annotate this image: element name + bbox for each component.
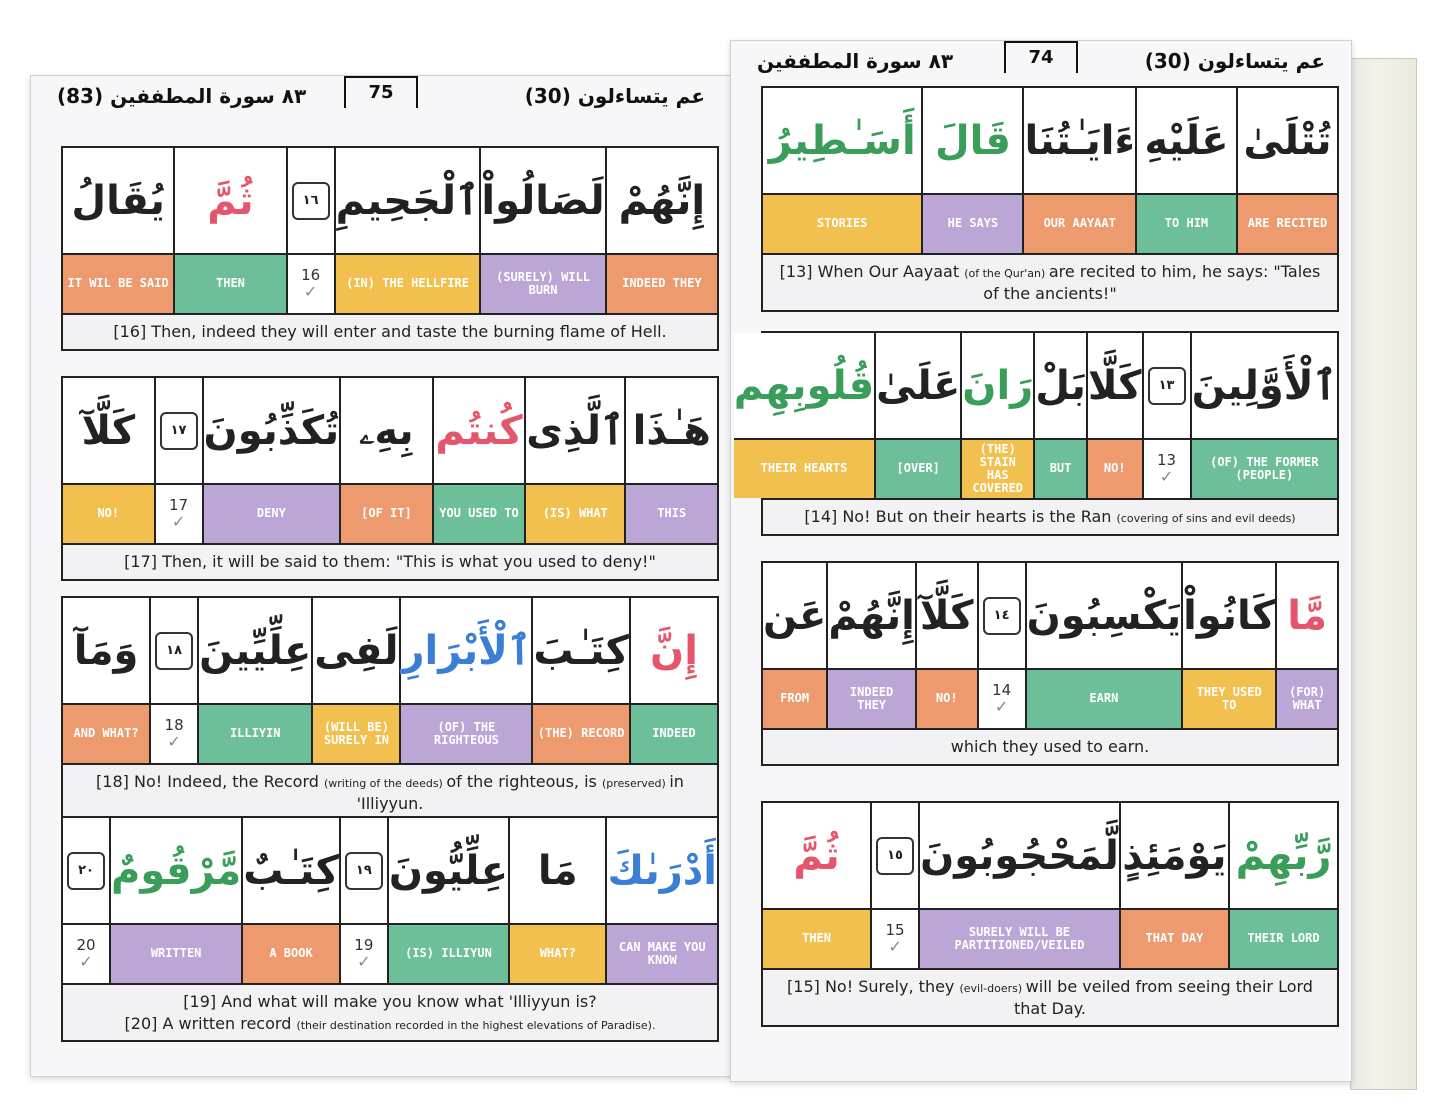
english-gloss: INDEED THEY <box>828 668 915 728</box>
arabic-word: كَلَّا <box>1088 333 1142 438</box>
word-cell <box>763 88 921 253</box>
verse-block <box>761 86 1339 312</box>
word-row <box>761 86 1339 255</box>
english-gloss: (FOR) WHAT <box>1277 668 1337 728</box>
translation-note: (preserved) <box>601 777 670 790</box>
arabic-word: ءَايَـٰتُنَا <box>1024 88 1135 193</box>
word-cell <box>605 818 717 983</box>
verse-number: 14 <box>992 680 1012 699</box>
word-row <box>61 376 719 545</box>
translation-note: (writing of the deeds) <box>323 777 447 790</box>
verse-block <box>761 561 1339 766</box>
english-gloss: ILLIYIN <box>199 703 311 763</box>
verse-number: 15 <box>885 920 905 939</box>
english-gloss: INDEED <box>631 703 717 763</box>
arabic-word: يُقَالُ <box>63 148 173 253</box>
check-icon: ✓ <box>171 512 186 532</box>
word-cell <box>387 818 508 983</box>
english-gloss: (OF) THE FORMER (PEOPLE) <box>1192 438 1337 498</box>
english-gloss: (IS) WHAT <box>526 483 624 543</box>
translation-line: [19] And what will make you know what 'Illiyyun is? <box>183 992 597 1011</box>
arabic-word: تُتْلَىٰ <box>1238 88 1337 193</box>
english-gloss: BUT <box>1035 438 1086 498</box>
translation-line: [15] No! Surely, they <box>787 977 960 996</box>
verse-number-label <box>872 908 918 968</box>
verse-block <box>733 331 1339 536</box>
english-gloss: AND WHAT? <box>63 703 149 763</box>
word-row <box>61 596 719 765</box>
word-cell <box>1228 803 1337 968</box>
translation-line: in 'Illiyyun. <box>356 772 684 813</box>
english-gloss: FROM <box>763 668 826 728</box>
verse-number-label <box>979 668 1025 728</box>
check-icon: ✓ <box>303 282 318 302</box>
arabic-word: مَّا <box>1277 563 1337 668</box>
english-gloss: THEN <box>175 253 285 313</box>
word-cell <box>1190 333 1337 498</box>
right-page <box>730 40 1352 1082</box>
word-cell <box>339 378 432 543</box>
translation-line: [18] No! Indeed, the Record <box>96 772 324 791</box>
english-gloss: THIS <box>626 483 717 543</box>
verse-block <box>61 816 719 1042</box>
verse-marker <box>63 818 109 923</box>
verse-number-cell <box>154 378 202 543</box>
translation-text <box>61 545 719 581</box>
arabic-word: يَكْسِبُونَ <box>1027 563 1182 668</box>
translation-line: [17] Then, it will be said to them: "This is what you used to deny!" <box>124 552 656 571</box>
arabic-word: هَـٰذَا <box>626 378 717 483</box>
word-cell <box>1135 88 1236 253</box>
word-cell <box>197 598 311 763</box>
page-number: 74 <box>1004 41 1078 73</box>
word-cell <box>479 148 604 313</box>
translation-text <box>761 970 1339 1027</box>
page-edges <box>1350 58 1417 1090</box>
verse-number-label <box>63 923 109 983</box>
verse-number-label <box>288 253 334 313</box>
translation-note: (covering of sins and evil deeds) <box>1116 512 1296 525</box>
verse-number: 13 <box>1157 450 1177 469</box>
check-icon: ✓ <box>1159 467 1174 487</box>
english-gloss: A BOOK <box>243 923 339 983</box>
verse-marker <box>151 598 197 703</box>
word-cell <box>1181 563 1275 728</box>
english-gloss: (OF) THE RIGHTEOUS <box>401 703 531 763</box>
verse-number-star: ١٧ <box>160 412 198 450</box>
english-gloss: (SURELY) WILL BURN <box>481 253 604 313</box>
arabic-word: كِتَـٰبٌ <box>243 818 339 923</box>
word-cell <box>63 148 173 313</box>
arabic-word: أَدْرَىٰكَ <box>607 818 717 923</box>
check-icon: ✓ <box>167 732 181 752</box>
english-gloss: (THE) STAIN HAS COVERED <box>962 438 1033 498</box>
word-cell <box>1025 563 1182 728</box>
word-row <box>61 146 719 315</box>
arabic-word: مَا <box>510 818 605 923</box>
arabic-word: ٱلْأَوَّلِينَ <box>1192 333 1337 438</box>
verse-number-star: ٢٠ <box>67 852 105 890</box>
translation-note: (evil-doers) <box>959 982 1026 995</box>
word-cell <box>1119 803 1228 968</box>
verse-number-cell <box>339 818 387 983</box>
left-page <box>30 75 732 1077</box>
arabic-word: لَفِى <box>313 598 399 703</box>
verse-number: 19 <box>354 935 374 954</box>
english-gloss: THEIR LORD <box>1230 908 1337 968</box>
arabic-word: قَالَ <box>923 88 1022 193</box>
arabic-word: ثُمَّ <box>175 148 285 253</box>
verse-number-label <box>341 923 387 983</box>
translation-line: will be veiled from seeing their Lord that Day. <box>1014 977 1313 1018</box>
english-gloss: (IN) THE HELLFIRE <box>336 253 480 313</box>
check-icon: ✓ <box>357 952 371 972</box>
check-icon: ✓ <box>79 952 93 972</box>
check-icon: ✓ <box>888 937 902 957</box>
word-cell <box>1022 88 1135 253</box>
arabic-word: بَلْ <box>1035 333 1086 438</box>
translation-line: of the righteous, is <box>446 772 602 791</box>
english-gloss: THEY USED TO <box>1183 668 1275 728</box>
verse-number-star: ١٩ <box>345 852 383 890</box>
arabic-word: إِنَّهُمْ <box>828 563 915 668</box>
english-gloss: STORIES <box>763 193 921 253</box>
english-gloss: [OVER] <box>876 438 960 498</box>
arabic-word: رَانَ <box>962 333 1033 438</box>
translation-line: [20] A written record <box>124 1013 297 1033</box>
translation-line: are recited to him, he says: "Tales of the ancients!" <box>983 262 1321 303</box>
english-gloss: NO! <box>917 668 977 728</box>
word-cell <box>334 148 480 313</box>
arabic-word: لَّمَحْجُوبُونَ <box>920 803 1119 908</box>
word-cell <box>763 563 826 728</box>
surah-title: ٨٣ سورة المطففين <box>757 49 954 73</box>
english-gloss: YOU USED TO <box>434 483 525 543</box>
word-cell <box>605 148 717 313</box>
verse-number-cell <box>149 598 197 763</box>
word-cell <box>63 378 154 543</box>
verse-number-star: ١٨ <box>155 632 193 670</box>
word-cell <box>1033 333 1086 498</box>
english-gloss: WRITTEN <box>111 923 241 983</box>
verse-marker <box>288 148 334 253</box>
arabic-word: أَسَـٰطِيرُ <box>763 88 921 193</box>
verse-number-cell <box>977 563 1025 728</box>
check-icon: ✓ <box>994 697 1009 717</box>
translation-note: (their destination recorded in the highest elevations of Paradise). <box>296 1018 656 1032</box>
english-gloss: HE SAYS <box>923 193 1022 253</box>
arabic-word: ثُمَّ <box>763 803 870 908</box>
verse-number-label <box>1144 438 1190 498</box>
verse-marker <box>156 378 202 483</box>
arabic-word: قُلُوبِهِم <box>734 333 874 438</box>
english-gloss: WHAT? <box>510 923 605 983</box>
verse-number-cell <box>286 148 334 313</box>
word-cell <box>399 598 531 763</box>
english-gloss: IT WIL BE SAID <box>63 253 173 313</box>
english-gloss: OUR AAYAAT <box>1024 193 1135 253</box>
word-cell <box>826 563 915 728</box>
word-cell <box>508 818 605 983</box>
arabic-word: كُنتُم <box>434 378 525 483</box>
word-cell <box>311 598 399 763</box>
translation-text <box>761 500 1339 536</box>
english-gloss: DENY <box>204 483 340 543</box>
verse-number: 18 <box>164 715 184 734</box>
verse-marker <box>979 563 1025 668</box>
verse-number-cell <box>870 803 918 968</box>
english-gloss: INDEED THEY <box>607 253 717 313</box>
verse-block <box>61 596 719 822</box>
arabic-word: يَوْمَئِذٍ <box>1121 803 1228 908</box>
word-cell <box>173 148 285 313</box>
arabic-word: عَلَيْهِ <box>1137 88 1236 193</box>
verse-number: 16 <box>301 265 321 284</box>
translation-line: [13] When Our Aayaat <box>779 262 965 281</box>
word-cell <box>734 333 874 498</box>
verse-number-star: ١٤ <box>983 597 1021 635</box>
verse-number-cell <box>63 818 109 983</box>
word-cell <box>624 378 717 543</box>
word-cell <box>763 803 870 968</box>
juz-title: (30) عم يتساءلون <box>524 84 705 108</box>
word-cell <box>629 598 717 763</box>
arabic-word: لَصَالُواْ <box>481 148 604 253</box>
verse-marker <box>341 818 387 923</box>
arabic-word: عِلِّيُّونَ <box>389 818 508 923</box>
word-cell <box>531 598 629 763</box>
word-cell <box>921 88 1022 253</box>
translation-note: (of the Qur'an) <box>964 267 1049 280</box>
english-gloss: (IS) ILLIYUN <box>389 923 508 983</box>
verse-number-star: ١٦ <box>292 182 330 220</box>
arabic-word: عَن <box>763 563 826 668</box>
translation-text <box>61 765 719 822</box>
word-row <box>761 801 1339 970</box>
verse-number-star: ١٣ <box>1148 367 1186 405</box>
arabic-word: ٱلَّذِى <box>526 378 624 483</box>
left-page-header <box>31 76 731 116</box>
translation-text <box>761 730 1339 766</box>
arabic-word: رَّبِّهِمْ <box>1230 803 1337 908</box>
word-cell <box>915 563 977 728</box>
translation-text <box>61 315 719 351</box>
arabic-word: مَّرْقُومٌ <box>111 818 241 923</box>
verse-number-label <box>156 483 202 543</box>
word-cell <box>63 598 149 763</box>
english-gloss: ARE RECITED <box>1238 193 1337 253</box>
verse-block <box>61 146 719 351</box>
translation-line: which they used to earn. <box>950 737 1150 756</box>
arabic-word: كَانُواْ <box>1183 563 1275 668</box>
word-row <box>733 331 1339 500</box>
arabic-word: بِهِۦ <box>341 378 432 483</box>
translation-text <box>61 985 719 1042</box>
arabic-word: إِنَّ <box>631 598 717 703</box>
verse-block <box>61 376 719 581</box>
arabic-word: وَمَآ <box>63 598 149 703</box>
word-cell <box>1275 563 1337 728</box>
arabic-word: عَلَىٰ <box>876 333 960 438</box>
arabic-word: كَلَّآ <box>917 563 977 668</box>
word-row <box>61 816 719 985</box>
arabic-word: كِتَـٰبَ <box>533 598 629 703</box>
verse-number-cell <box>1142 333 1190 498</box>
verse-block <box>761 801 1339 1027</box>
verse-number-star: ١٥ <box>876 837 914 875</box>
word-cell <box>524 378 624 543</box>
translation-text <box>761 255 1339 312</box>
word-cell <box>432 378 525 543</box>
word-cell <box>109 818 241 983</box>
arabic-word: تُكَذِّبُونَ <box>204 378 340 483</box>
verse-marker <box>1144 333 1190 438</box>
verse-number: 20 <box>76 935 96 954</box>
word-cell <box>202 378 340 543</box>
page-number: 75 <box>344 76 418 108</box>
translation-line: [16] Then, indeed they will enter and taste the burning flame of Hell. <box>113 322 667 341</box>
right-page-header <box>731 41 1351 81</box>
word-cell <box>1236 88 1337 253</box>
word-cell <box>874 333 960 498</box>
verse-marker <box>872 803 918 908</box>
english-gloss: [OF IT] <box>341 483 432 543</box>
verse-number: 17 <box>169 495 189 514</box>
translation-line: [14] No! But on their hearts is the Ran <box>804 507 1117 526</box>
english-gloss: NO! <box>1088 438 1142 498</box>
english-gloss: SURELY WILL BE PARTITIONED/VEILED <box>920 908 1119 968</box>
arabic-word: إِنَّهُمْ <box>607 148 717 253</box>
english-gloss: NO! <box>63 483 154 543</box>
word-cell <box>960 333 1033 498</box>
arabic-word: عِلِّيِّينَ <box>199 598 311 703</box>
arabic-word: ٱلْجَحِيمِ <box>336 148 480 253</box>
surah-title: (83) ٨٣ سورة المطففين <box>57 84 307 108</box>
english-gloss: THEN <box>763 908 870 968</box>
word-cell <box>1086 333 1142 498</box>
english-gloss: THAT DAY <box>1121 908 1228 968</box>
english-gloss: THEIR HEARTS <box>734 438 874 498</box>
english-gloss: CAN MAKE YOU KNOW <box>607 923 717 983</box>
word-cell <box>918 803 1119 968</box>
english-gloss: (THE) RECORD <box>533 703 629 763</box>
english-gloss: (WILL BE) SURELY IN <box>313 703 399 763</box>
open-book <box>22 40 1417 1100</box>
word-cell <box>241 818 339 983</box>
verse-number-label <box>151 703 197 763</box>
arabic-word: كَلَّآ <box>63 378 154 483</box>
english-gloss: TO HIM <box>1137 193 1236 253</box>
english-gloss: EARN <box>1027 668 1182 728</box>
juz-title: (30) عم يتساءلون <box>1144 49 1325 73</box>
arabic-word: ٱلْأَبْرَارِ <box>401 598 531 703</box>
word-row <box>761 561 1339 730</box>
